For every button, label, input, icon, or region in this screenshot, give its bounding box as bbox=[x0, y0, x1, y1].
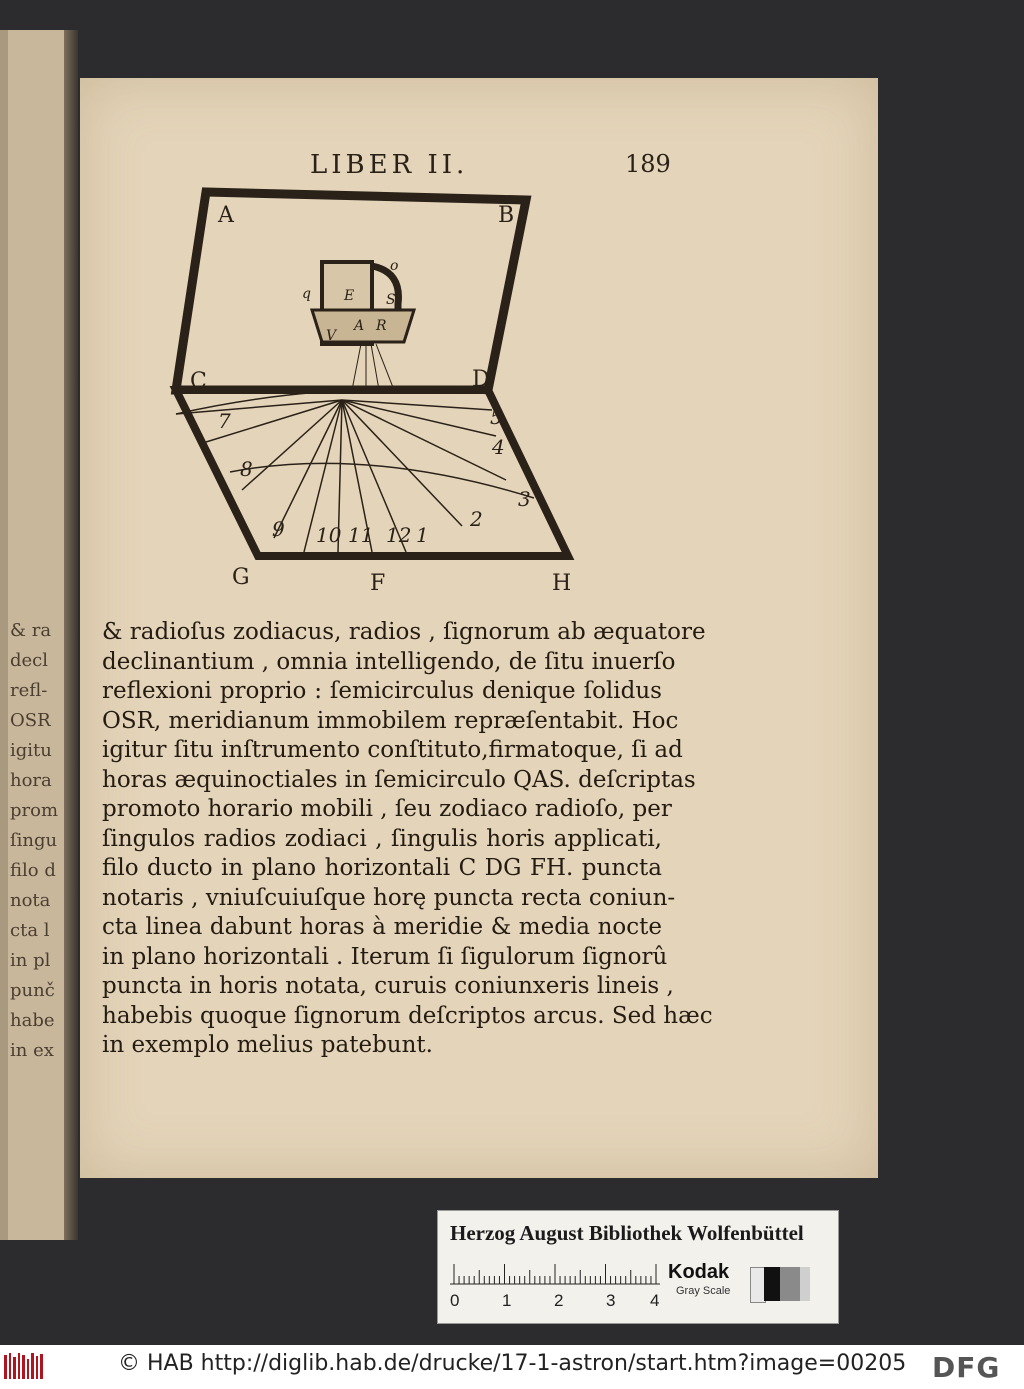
left-page-fragment: cta l bbox=[10, 920, 50, 941]
scale-number: 0 bbox=[450, 1291, 460, 1310]
scale-ruler bbox=[450, 1259, 660, 1285]
hour-number: 5 bbox=[490, 405, 503, 429]
left-page-fragment: ſingu bbox=[10, 830, 58, 851]
hour-number: 11 bbox=[348, 523, 374, 547]
left-page-fragment: nota bbox=[10, 890, 51, 911]
figure-label-g: G bbox=[232, 565, 250, 590]
gray-swatch-light bbox=[800, 1267, 810, 1301]
barcode-icon bbox=[4, 1351, 44, 1381]
hour-number: 7 bbox=[218, 409, 231, 433]
text-line: promoto horario mobili , ſeu zodiaco radioſo, per bbox=[102, 796, 672, 822]
left-page-fragment: decl bbox=[10, 650, 49, 671]
book-page bbox=[80, 78, 878, 1178]
left-page-fragment: in pl bbox=[10, 950, 51, 971]
left-page-fragment: filo d bbox=[10, 860, 56, 881]
left-page-fragment: punč bbox=[10, 980, 55, 1001]
left-page-fragment: igitu bbox=[10, 740, 52, 761]
figure-label-h: H bbox=[552, 571, 572, 596]
figure-label-v: V bbox=[326, 328, 337, 344]
left-page-fragment: OSR bbox=[10, 710, 51, 731]
gray-swatch-gray bbox=[780, 1267, 800, 1301]
text-line: reflexioni proprio : ſemicirculus denique ſolidus bbox=[102, 678, 662, 704]
text-line: ſingulos radios zodiaci , ſingulis horis applicati, bbox=[102, 825, 662, 852]
scale-number: 4 bbox=[650, 1291, 660, 1310]
figure-label-s: S bbox=[386, 292, 396, 308]
text-line: puncta in horis notata, curuis coniunxeris lineis , bbox=[102, 973, 674, 999]
hour-number: 9 bbox=[272, 517, 285, 541]
library-name: Herzog August Bibliothek Wolfenbüttel bbox=[450, 1221, 804, 1245]
kodak-logo: Kodak bbox=[668, 1261, 730, 1283]
gray-swatch-black bbox=[764, 1267, 780, 1301]
text-line: horas æquinoctiales in ſemicirculo QAS. deſcriptas bbox=[102, 766, 696, 793]
hour-number: 8 bbox=[240, 457, 253, 481]
text-line: cta linea dabunt horas à meridie & media nocte bbox=[102, 914, 662, 940]
text-line: filo ducto in plano horizontali C DG FH. puncta bbox=[102, 855, 662, 881]
left-page-fragment: prom bbox=[10, 800, 59, 821]
sundial-figure bbox=[166, 180, 596, 600]
figure-label-b: B bbox=[498, 203, 515, 228]
figure-label-f: F bbox=[370, 571, 386, 596]
figure-label-c: C bbox=[190, 369, 207, 394]
left-page-fragment: refl- bbox=[10, 680, 48, 701]
hour-number: 3 bbox=[518, 487, 531, 511]
body-text bbox=[102, 618, 713, 1061]
figure-label-q: q bbox=[302, 286, 311, 302]
text-line: in exemplo melius patebunt. bbox=[102, 1032, 433, 1058]
text-line: igitur ſitu inſtrumento conſtituto,firmatoque, ſi ad bbox=[102, 737, 683, 763]
figure-label-o: o bbox=[390, 258, 399, 274]
figure-label-a2: A bbox=[354, 318, 365, 334]
footer-bar bbox=[0, 1345, 1024, 1389]
library-label bbox=[437, 1210, 839, 1324]
scale-number: 2 bbox=[554, 1291, 564, 1310]
scale-number: 3 bbox=[606, 1291, 616, 1310]
hour-number: 2 bbox=[470, 507, 483, 531]
text-line: declinantium , omnia intelligendo, de ſitu inuerſo bbox=[102, 648, 676, 675]
text-line: notaris , vniuſcuiuſque horę puncta recta coniun- bbox=[102, 884, 676, 911]
figure-label-r: R bbox=[376, 318, 387, 334]
text-line: & radioſus zodiacus, radios , ſignorum ab æquatore bbox=[102, 619, 706, 645]
text-line: OSR, meridianum immobilem repræſentabit. Hoc bbox=[102, 707, 679, 734]
hour-number: 12 bbox=[386, 523, 412, 547]
hour-number: 10 bbox=[316, 523, 342, 547]
hour-number: 4 bbox=[492, 435, 505, 459]
dfg-logo: DFG bbox=[932, 1351, 1001, 1384]
running-head: LIBER II. bbox=[310, 150, 469, 180]
left-page-fragment: & ra bbox=[10, 620, 52, 641]
text-line: in plano horizontali . Iterum ſi ſigulorum ſignorû bbox=[102, 943, 668, 970]
scale-number: 1 bbox=[502, 1291, 512, 1310]
figure-label-d: D bbox=[472, 367, 490, 392]
gray-scale-text: Gray Scale bbox=[676, 1285, 731, 1297]
page-number: 189 bbox=[625, 150, 671, 178]
left-page-fragment: in ex bbox=[10, 1040, 54, 1061]
hour-number: 1 bbox=[416, 523, 429, 547]
figure-label-a: A bbox=[218, 203, 234, 228]
figure-label-e: E bbox=[344, 288, 355, 304]
copyright-link[interactable]: © HAB http://diglib.hab.de/drucke/17-1-astron/start.htm?image=00205 bbox=[118, 1351, 907, 1376]
left-page-fragment: hora bbox=[10, 770, 52, 791]
left-page-fragment: habe bbox=[10, 1010, 55, 1031]
text-line: habebis quoque ſignorum deſcriptos arcus. Sed hæc bbox=[102, 1002, 713, 1029]
